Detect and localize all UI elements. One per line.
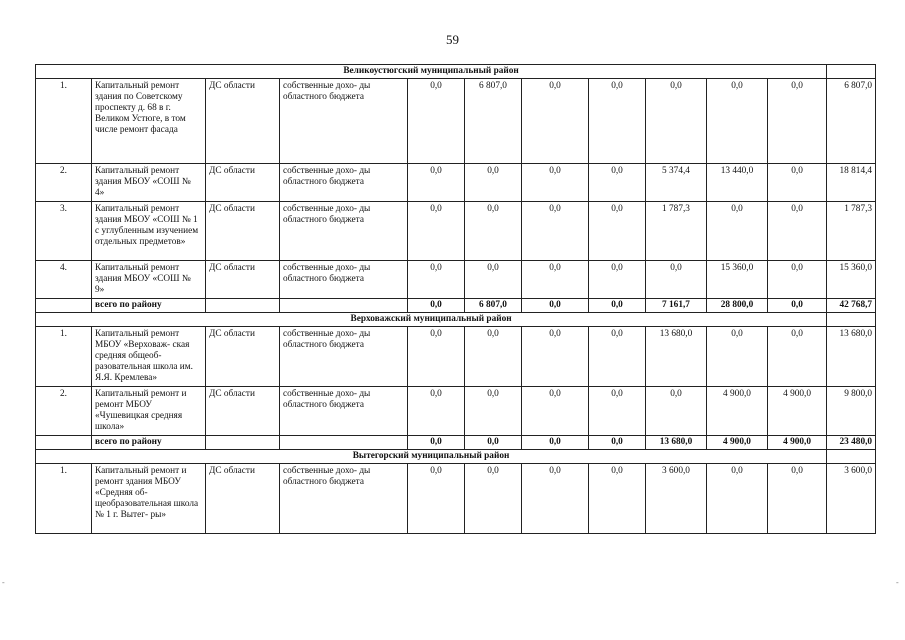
row-number: 3.: [36, 202, 92, 261]
value-cell: 0,0: [589, 202, 646, 261]
value-cell: 0,0: [646, 387, 707, 436]
object-name: Капитальный ремонт и ремонт здания МБОУ «Средняя об- щеобразовательная школа № 1 г. Вытег- ры»: [92, 464, 206, 534]
empty-cell: [280, 436, 408, 450]
customer-cell: ДС области: [206, 164, 280, 202]
value-cell: 0,0: [408, 327, 465, 387]
value-cell: 0,0: [522, 261, 589, 299]
total-value-cell: 0,0: [408, 436, 465, 450]
value-cell: 5 374,4: [646, 164, 707, 202]
value-cell: 13 680,0: [646, 327, 707, 387]
scan-mark: -: [2, 578, 5, 587]
value-cell: 0,0: [408, 464, 465, 534]
value-cell: 0,0: [408, 79, 465, 164]
value-cell: 0,0: [465, 261, 522, 299]
empty-cell: [206, 299, 280, 313]
value-cell: 0,0: [589, 261, 646, 299]
total-value-cell: 0,0: [465, 436, 522, 450]
object-name: Капитальный ремонт МБОУ «Верховаж- ская средняя общеоб- разовательная школа им. Я.Я. Кремлева»: [92, 327, 206, 387]
value-cell: 0,0: [465, 387, 522, 436]
value-cell: 0,0: [589, 387, 646, 436]
value-cell: 0,0: [768, 464, 827, 534]
total-value-cell: 28 800,0: [707, 299, 768, 313]
empty-cell: [36, 436, 92, 450]
value-cell: 0,0: [522, 387, 589, 436]
value-cell: 0,0: [707, 327, 768, 387]
funding-source: собственные дохо- ды областного бюджета: [280, 164, 408, 202]
district-total-row: [36, 436, 876, 450]
total-value-cell: 0,0: [408, 299, 465, 313]
value-cell: 15 360,0: [707, 261, 768, 299]
value-cell: 6 807,0: [827, 79, 876, 164]
value-cell: 0,0: [522, 464, 589, 534]
empty-cell: [280, 299, 408, 313]
value-cell: 0,0: [768, 202, 827, 261]
total-label: всего по району: [92, 299, 206, 313]
customer-cell: ДС области: [206, 387, 280, 436]
object-name: Капитальный ремонт здания МБОУ «СОШ № 4»: [92, 164, 206, 202]
total-value-cell: 0,0: [589, 299, 646, 313]
value-cell: 0,0: [408, 387, 465, 436]
customer-cell: ДС области: [206, 327, 280, 387]
customer-cell: ДС области: [206, 261, 280, 299]
total-value-cell: 0,0: [522, 436, 589, 450]
value-cell: 4 900,0: [768, 387, 827, 436]
value-cell: 6 807,0: [465, 79, 522, 164]
row-number: 2.: [36, 387, 92, 436]
total-value-cell: 6 807,0: [465, 299, 522, 313]
row-number: 1.: [36, 79, 92, 164]
empty-cell: [206, 436, 280, 450]
customer-cell: ДС области: [206, 464, 280, 534]
value-cell: 0,0: [646, 261, 707, 299]
value-cell: 13 680,0: [827, 327, 876, 387]
table-row: [36, 327, 876, 387]
value-cell: 0,0: [768, 327, 827, 387]
row-number: 1.: [36, 327, 92, 387]
funding-source: собственные дохо- ды областного бюджета: [280, 464, 408, 534]
budget-table: [35, 64, 876, 534]
value-cell: 0,0: [589, 464, 646, 534]
funding-source: собственные дохо- ды областного бюджета: [280, 261, 408, 299]
value-cell: 0,0: [522, 327, 589, 387]
value-cell: 0,0: [465, 464, 522, 534]
value-cell: 0,0: [522, 164, 589, 202]
total-value-cell: 0,0: [589, 436, 646, 450]
row-number: 1.: [36, 464, 92, 534]
total-value-cell: 4 900,0: [768, 436, 827, 450]
object-name: Капитальный ремонт здания МБОУ «СОШ № 9»: [92, 261, 206, 299]
district-total-row: [36, 299, 876, 313]
funding-source: собственные дохо- ды областного бюджета: [280, 387, 408, 436]
district-name: Верховажский муниципальный район: [36, 313, 827, 327]
table-row: [36, 387, 876, 436]
district-name: Великоустюгский муниципальный район: [36, 65, 827, 79]
row-number: 2.: [36, 164, 92, 202]
funding-source: собственные дохо- ды областного бюджета: [280, 79, 408, 164]
district-name: Вытегорский муниципальный район: [36, 450, 827, 464]
scan-mark: -: [896, 578, 899, 587]
empty-cell: [827, 313, 876, 327]
value-cell: 0,0: [408, 202, 465, 261]
total-value-cell: 13 680,0: [646, 436, 707, 450]
total-label: всего по району: [92, 436, 206, 450]
value-cell: 0,0: [707, 79, 768, 164]
customer-cell: ДС области: [206, 202, 280, 261]
table-row: [36, 164, 876, 202]
value-cell: 9 800,0: [827, 387, 876, 436]
total-value-cell: 7 161,7: [646, 299, 707, 313]
page-number: 59: [446, 32, 459, 47]
value-cell: 0,0: [768, 79, 827, 164]
value-cell: 0,0: [646, 79, 707, 164]
empty-cell: [36, 299, 92, 313]
value-cell: 0,0: [465, 164, 522, 202]
value-cell: 0,0: [589, 79, 646, 164]
value-cell: 0,0: [465, 202, 522, 261]
value-cell: 0,0: [522, 202, 589, 261]
object-name: Капитальный ремонт и ремонт МБОУ «Чушевицкая средняя школа»: [92, 387, 206, 436]
table-row: [36, 202, 876, 261]
table-row: [36, 79, 876, 164]
value-cell: 13 440,0: [707, 164, 768, 202]
row-number: 4.: [36, 261, 92, 299]
total-value-cell: 23 480,0: [827, 436, 876, 450]
value-cell: 18 814,4: [827, 164, 876, 202]
value-cell: 0,0: [707, 464, 768, 534]
customer-cell: ДС области: [206, 79, 280, 164]
district-header-row: [36, 450, 876, 464]
value-cell: 0,0: [768, 261, 827, 299]
value-cell: 3 600,0: [827, 464, 876, 534]
value-cell: 0,0: [589, 327, 646, 387]
value-cell: 0,0: [408, 261, 465, 299]
table-row: [36, 464, 876, 534]
total-value-cell: 4 900,0: [707, 436, 768, 450]
total-value-cell: 0,0: [768, 299, 827, 313]
total-value-cell: 42 768,7: [827, 299, 876, 313]
value-cell: 4 900,0: [707, 387, 768, 436]
value-cell: 0,0: [465, 327, 522, 387]
empty-cell: [827, 65, 876, 79]
value-cell: 0,0: [408, 164, 465, 202]
value-cell: 0,0: [522, 79, 589, 164]
value-cell: 1 787,3: [827, 202, 876, 261]
value-cell: 3 600,0: [646, 464, 707, 534]
funding-source: собственные дохо- ды областного бюджета: [280, 327, 408, 387]
district-header-row: [36, 65, 876, 79]
total-value-cell: 0,0: [522, 299, 589, 313]
table-row: [36, 261, 876, 299]
value-cell: 0,0: [589, 164, 646, 202]
value-cell: 0,0: [768, 164, 827, 202]
district-header-row: [36, 313, 876, 327]
value-cell: 15 360,0: [827, 261, 876, 299]
empty-cell: [827, 450, 876, 464]
funding-source: собственные дохо- ды областного бюджета: [280, 202, 408, 261]
object-name: Капитальный ремонт здания по Советскому проспекту д. 68 в г. Великом Устюге, в том числе ремонт фасада: [92, 79, 206, 164]
value-cell: 1 787,3: [646, 202, 707, 261]
value-cell: 0,0: [707, 202, 768, 261]
object-name: Капитальный ремонт здания МБОУ «СОШ № 1 с углубленным изучением отдельных предметов»: [92, 202, 206, 261]
